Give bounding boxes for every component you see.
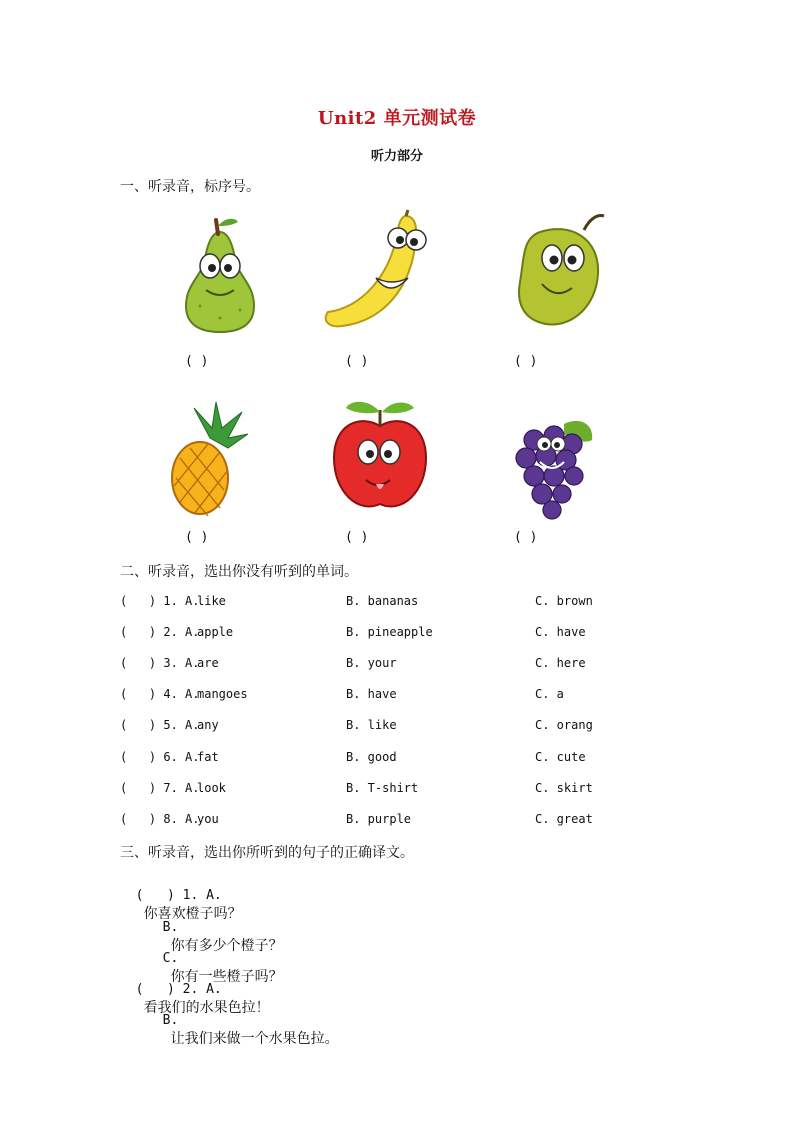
section3-heading: 三、听录音，选出你所听到的句子的正确译文。: [120, 845, 414, 861]
option-b: B. good: [346, 750, 397, 764]
page-subtitle: 听力部分: [370, 149, 423, 164]
option-a: mangoes: [197, 687, 248, 701]
pineapple-icon: [150, 398, 270, 528]
question-number[interactable]: ( ) 1. A.: [120, 594, 200, 608]
option-b: B. have: [346, 687, 397, 701]
option-b: B. pineapple: [346, 625, 433, 639]
question-row: [120, 812, 680, 832]
question-number[interactable]: ( ) 3. A.: [120, 656, 200, 670]
mango-icon: [500, 208, 620, 338]
question-number[interactable]: ( ) 2. A.: [120, 625, 200, 639]
option-b: B. T-shirt: [346, 781, 419, 795]
banana-icon: [320, 208, 440, 338]
option-a: any: [197, 718, 219, 732]
option-c: 你有一些橙子吗？: [170, 969, 283, 985]
option-c: C. a: [535, 687, 564, 701]
option-a: fat: [197, 750, 219, 764]
option-a: like: [197, 594, 226, 608]
question-number[interactable]: ( ) 7. A.: [120, 781, 200, 795]
answer-blank[interactable]: ( ): [185, 354, 209, 369]
answer-blank[interactable]: ( ): [514, 354, 538, 369]
question-number[interactable]: ( ) 4. A.: [120, 687, 200, 701]
option-a: apple: [197, 625, 234, 639]
option-c: C. skirt: [535, 781, 593, 795]
question-row: [120, 750, 680, 770]
grapes-icon: [494, 400, 614, 530]
option-a: 看我们的水果色拉！: [143, 1000, 270, 1016]
section1-heading: 一、听录音，标序号。: [120, 179, 260, 195]
option-a: look: [197, 781, 226, 795]
option-b: B. your: [346, 656, 397, 670]
option-label: B.: [162, 1013, 179, 1028]
option-row: [147, 998, 339, 1048]
pear-icon: [160, 210, 280, 340]
answer-blank[interactable]: ( ): [185, 530, 209, 545]
option-b: 让我们来做一个水果色拉。: [170, 1031, 339, 1047]
option-c: C. great: [535, 812, 593, 826]
option-c: C. brown: [535, 594, 593, 608]
option-b: B. like: [346, 718, 397, 732]
question-number[interactable]: ( ) 5. A.: [120, 718, 200, 732]
answer-blank[interactable]: ( ): [514, 530, 538, 545]
question-row: [120, 718, 680, 738]
option-label: B.: [162, 920, 179, 935]
question-number[interactable]: ( ) 2. A.: [135, 982, 222, 997]
answer-blank[interactable]: ( ): [345, 530, 369, 545]
question-number[interactable]: ( ) 6. A.: [120, 750, 200, 764]
option-a: are: [197, 656, 219, 670]
question-row: [120, 781, 680, 801]
option-a: you: [197, 812, 219, 826]
option-b: B. bananas: [346, 594, 419, 608]
section2-heading: 二、听录音，选出你没有听到的单词。: [120, 564, 358, 580]
question-row: [120, 594, 680, 614]
option-c: C. orang: [535, 718, 593, 732]
option-label: C.: [162, 951, 179, 966]
option-b: 你有多少个橙子？: [170, 938, 283, 954]
question-row: [120, 687, 680, 707]
question-number[interactable]: ( ) 1. A.: [135, 888, 222, 903]
question-row: [120, 656, 680, 676]
question-number[interactable]: ( ) 8. A.: [120, 812, 200, 826]
option-a: 你喜欢橙子吗？: [143, 906, 242, 922]
option-b: B. purple: [346, 812, 412, 826]
option-c: C. cute: [535, 750, 586, 764]
answer-blank[interactable]: ( ): [345, 354, 369, 369]
option-c: C. here: [535, 656, 586, 670]
apple-icon: [320, 396, 440, 526]
page-title: Unit2 单元测试卷: [317, 108, 477, 129]
question-row: [120, 625, 680, 645]
option-c: C. have: [535, 625, 586, 639]
